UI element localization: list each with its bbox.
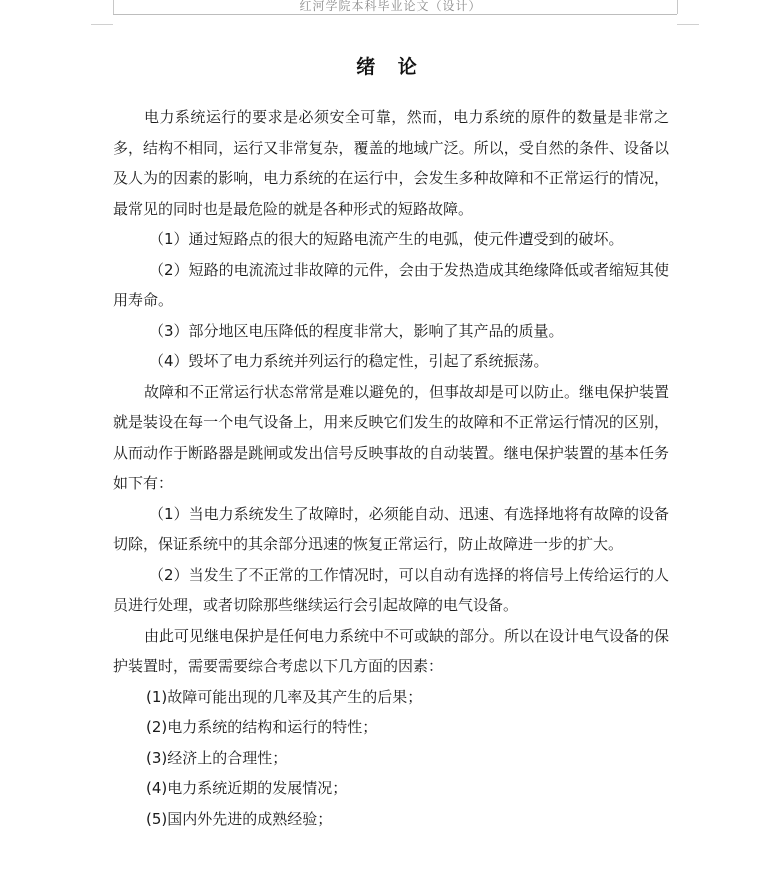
- page-header: 红河学院本科毕业论文（设计）: [299, 0, 482, 13]
- factor-item-2: (2)电力系统的结构和运行的特性；: [146, 718, 378, 736]
- header-rule: [113, 14, 677, 15]
- paragraph-design-factors: 由此可见继电保护是任何电力系统中不可或缺的部分。所以在设计电气设备的保护装置时，需要需要综合考虑以下几方面的因素：: [113, 626, 670, 675]
- factor-item-3: (3)经济上的合理性；: [146, 748, 288, 767]
- fault-effect-1: （1）通过短路点的很大的短路电流产生的电弧，使元件遭受到的破坏。: [149, 230, 624, 248]
- factor-item-1: (1)故障可能出现的几率及其产生的后果；: [146, 687, 423, 706]
- margin-corner-mark-left: [91, 24, 113, 25]
- section-title: 绪 论: [356, 56, 425, 78]
- factor-item-4: (4)电力系统近期的发展情况；: [146, 779, 348, 797]
- paragraph-relay-protection: 故障和不正常运行状态常常是难以避免的，但事故却是可以防止。继电保护装置就是装设在每一个电气设备上，用来反映它们发生的故障和不正常运行情况的区别，从而动作于断路器是跳闸或发出信号反映事故的自动装置。继电保护装置的基本任务如下有：: [113, 382, 670, 492]
- margin-corner-mark-right: [677, 24, 699, 25]
- body-text: [113, 102, 669, 834]
- fault-effect-4: （4）毁坏了电力系统并列运行的稳定性，引起了系统振荡。: [149, 352, 549, 370]
- relay-task-1: （1）当电力系统发生了故障时，必须能自动、迅速、有选择地将有故障的设备切除，保证系统中的其余部分迅速的恢复正常运行，防止故障进一步的扩大。: [113, 504, 669, 553]
- fault-effect-2: （2）短路的电流流过非故障的元件，会由于发热造成其绝缘降低或者缩短其使用寿命。: [113, 260, 669, 309]
- paragraph-intro: 电力系统运行的要求是必须安全可靠，然而，电力系统的原件的数量是非常之多，结构不相同，运行又非常复杂，覆盖的地域广泛。所以，受自然的条件、设备以及人为的因素的影响，电力系统的在运行中，会发生多种故障和不正常运行的情况，最常见的同时也是最危险的就是各种形式的短路故障。: [113, 108, 669, 218]
- factor-item-5: (5)国内外先进的成熟经验；: [146, 809, 333, 828]
- relay-task-2: （2）当发生了不正常的工作情况时，可以自动有选择的将信号上传给运行的人员进行处理，或者切除那些继续运行会引起故障的电气设备。: [113, 565, 669, 614]
- fault-effect-3: （3）部分地区电压降低的程度非常大，影响了其产品的质量。: [149, 321, 564, 340]
